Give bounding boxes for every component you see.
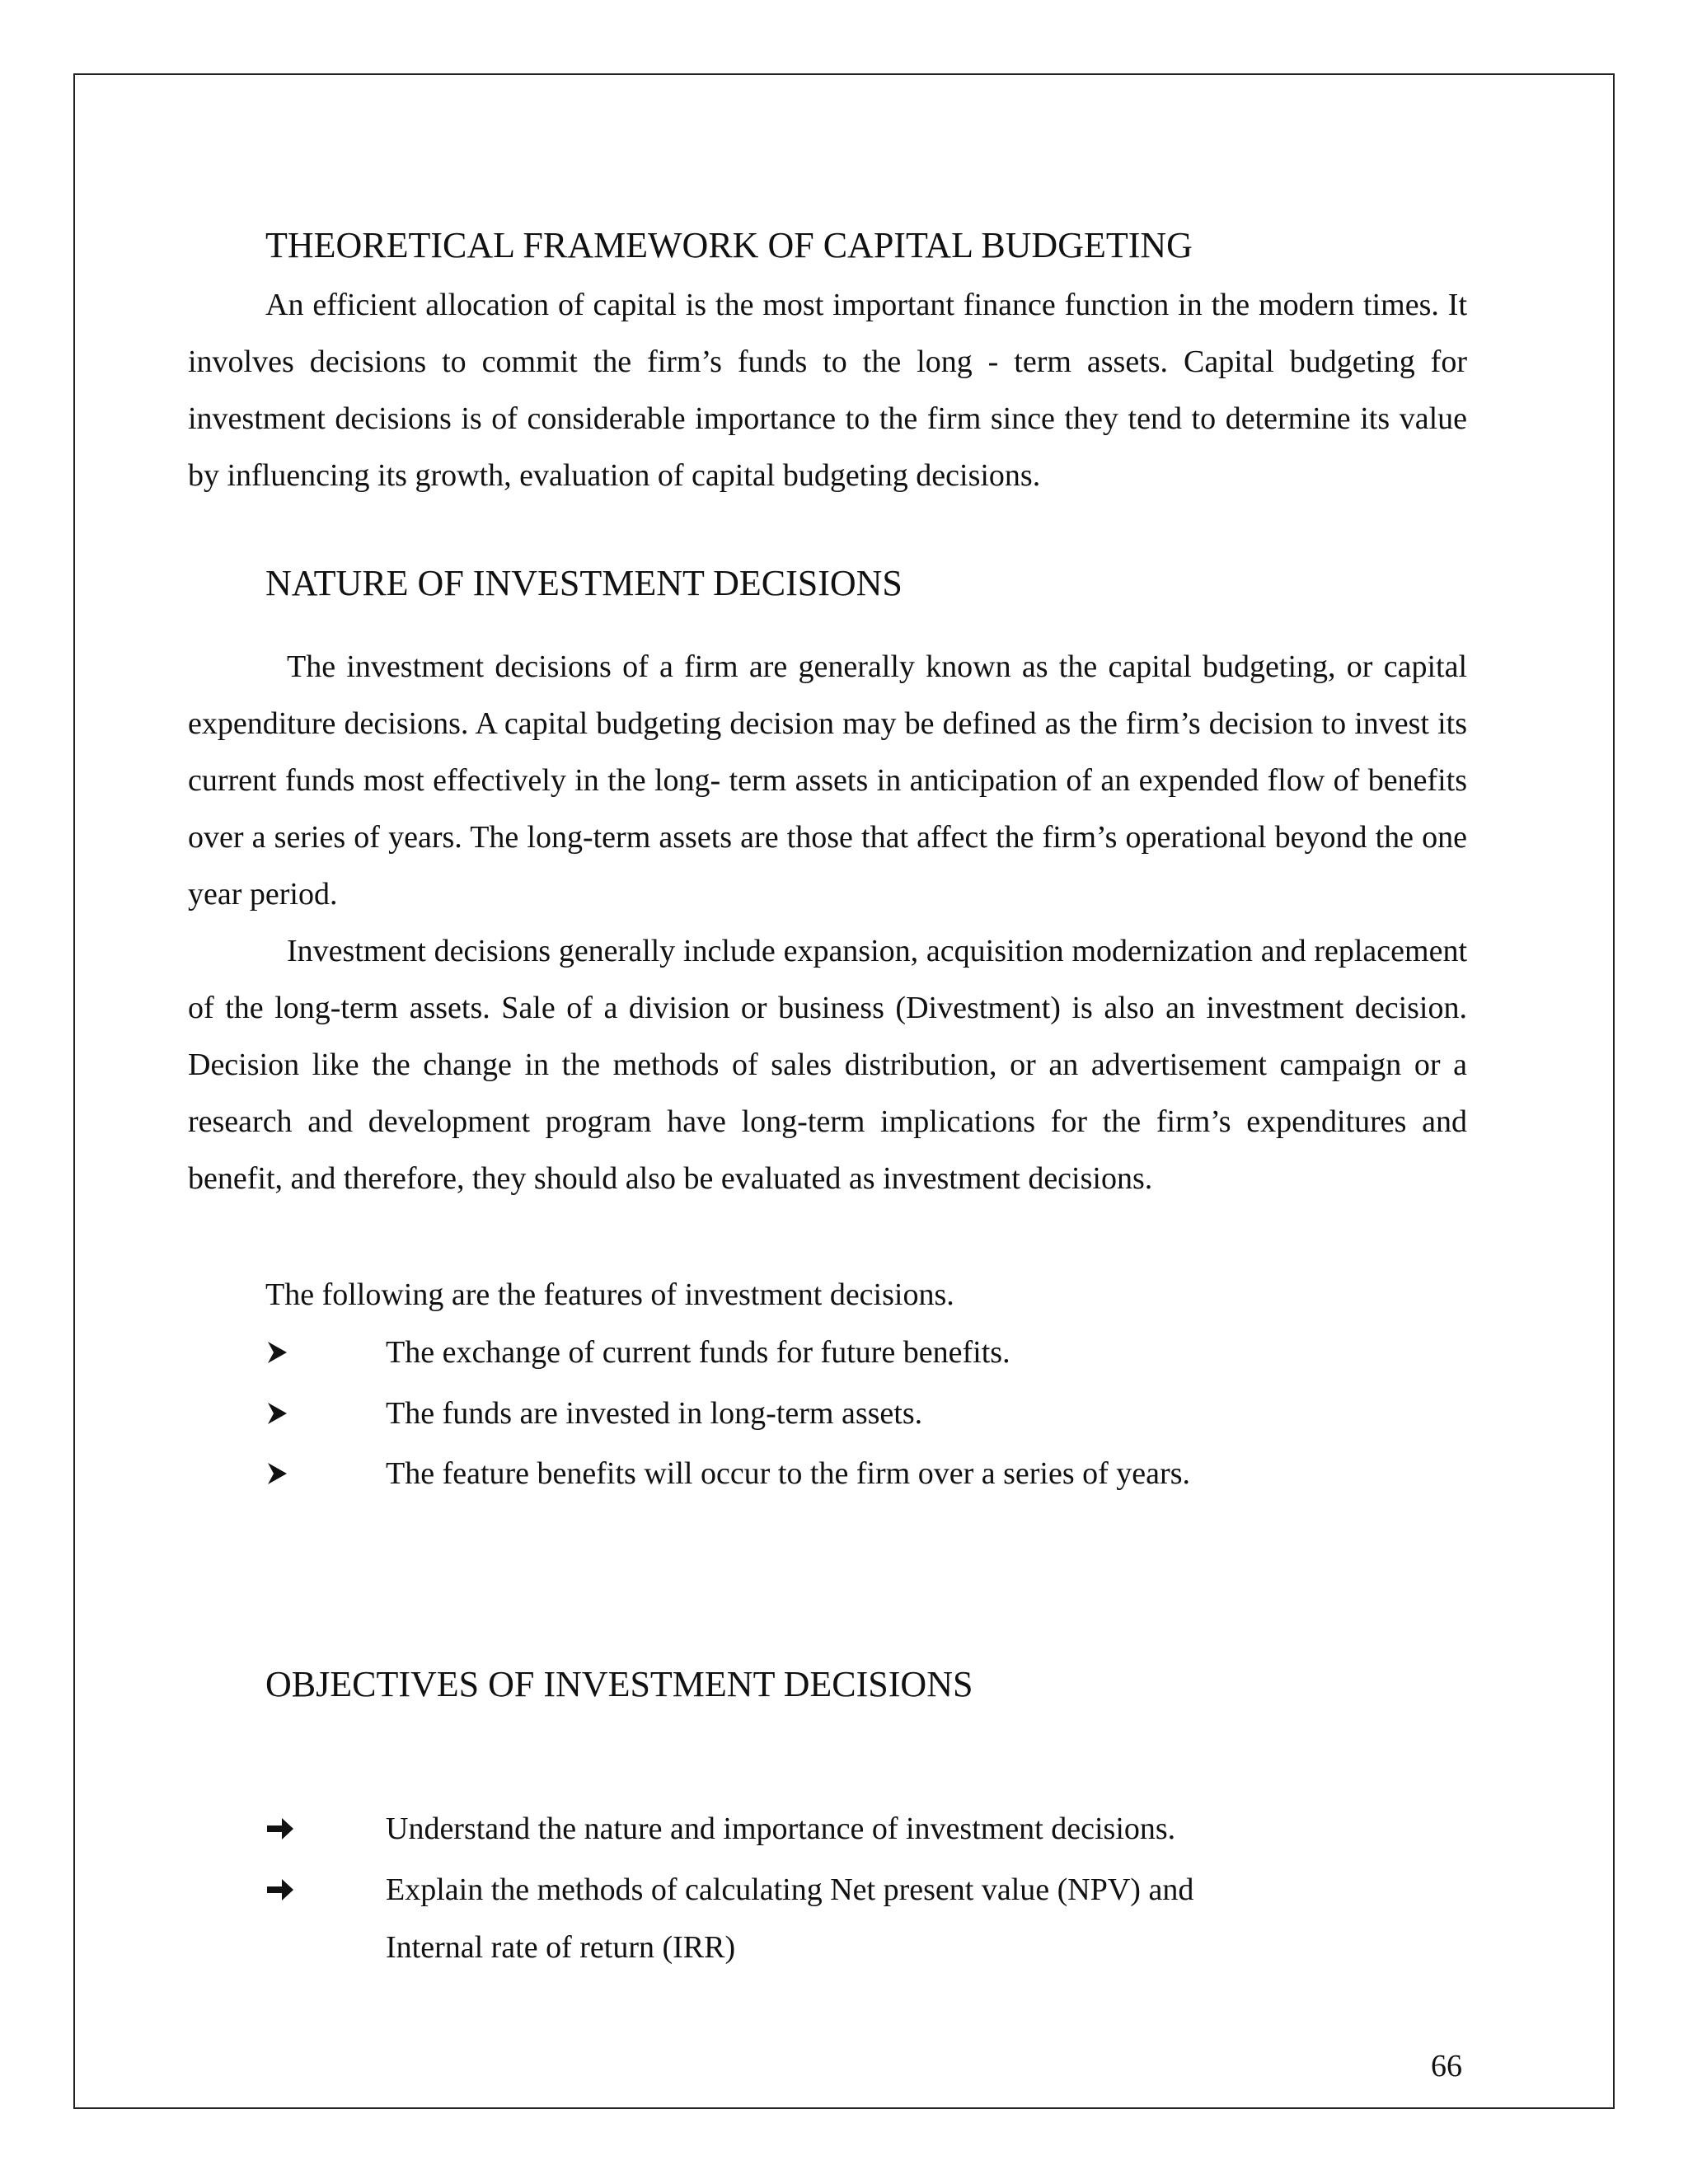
objective-continuation <box>265 1919 1469 1976</box>
feature-text: The exchange of current funds for future benefits. <box>386 1335 1010 1370</box>
heading-theoretical-framework: THEORETICAL FRAMEWORK OF CAPITAL BUDGETING <box>265 225 1193 265</box>
objective-list-item <box>265 1861 1469 1919</box>
feature-text: The funds are invested in long-term assets. <box>386 1396 923 1431</box>
page-number: 66 <box>1431 2049 1462 2083</box>
feature-text: The feature benefits will occur to the firm over a series of years. <box>386 1456 1190 1491</box>
bold-right-arrow-icon <box>265 1871 298 1909</box>
arrowhead-bullet-icon <box>265 1333 298 1371</box>
paragraph-investment-decisions-definition: The investment decisions of a firm are generally known as the capital budgeting, or capital expenditure decisions. A capital budgeting decision may be defined as the firm’s decision to invest its current funds most effectively in the long- term assets in anticipation of an expended flow of benefits over a series of years. The long-term assets are those that affect the firm’s operational beyond the one year period. <box>188 649 1467 912</box>
paragraph-investment-decisions-scope: Investment decisions generally include expansion, acquisition modernization and replacement of the long-term assets. Sale of a division or business (Divestment) is also an investment decision. Decision like the change in the methods of sales distribution, or an advertisement campaign or a research and development program have long-term implications for the firm’s expenditures and benefit, and therefore, they should also be evaluated as investment decisions. <box>188 934 1467 1196</box>
heading-objectives: OBJECTIVES OF INVESTMENT DECISIONS <box>265 1664 973 1704</box>
objective-text: Understand the nature and importance of investment decisions. <box>386 1811 1176 1846</box>
feature-list-item <box>265 1455 1469 1493</box>
objective-text-continued: Internal rate of return (IRR) <box>386 1930 736 1965</box>
objective-text: Explain the methods of calculating Net present value (NPV) and <box>386 1872 1194 1907</box>
arrowhead-bullet-icon <box>265 1455 298 1493</box>
heading-nature-of-investment: NATURE OF INVESTMENT DECISIONS <box>265 563 903 603</box>
features-intro: The following are the features of investment decisions. <box>265 1277 954 1312</box>
feature-list-item <box>265 1394 1469 1432</box>
feature-list-item <box>265 1333 1469 1371</box>
objective-list-item <box>265 1800 1469 1858</box>
bold-right-arrow-icon <box>265 1810 298 1848</box>
arrowhead-bullet-icon <box>265 1394 298 1432</box>
paragraph-capital-allocation: An efficient allocation of capital is the most important finance function in the modern times. It involves decisions to commit the firm’s funds to the long - term assets. Capital budgeting for investment decisions is of considerable importance to the firm since they tend to determine its value by influencing its growth, evaluation of capital budgeting decisions. <box>188 288 1467 493</box>
